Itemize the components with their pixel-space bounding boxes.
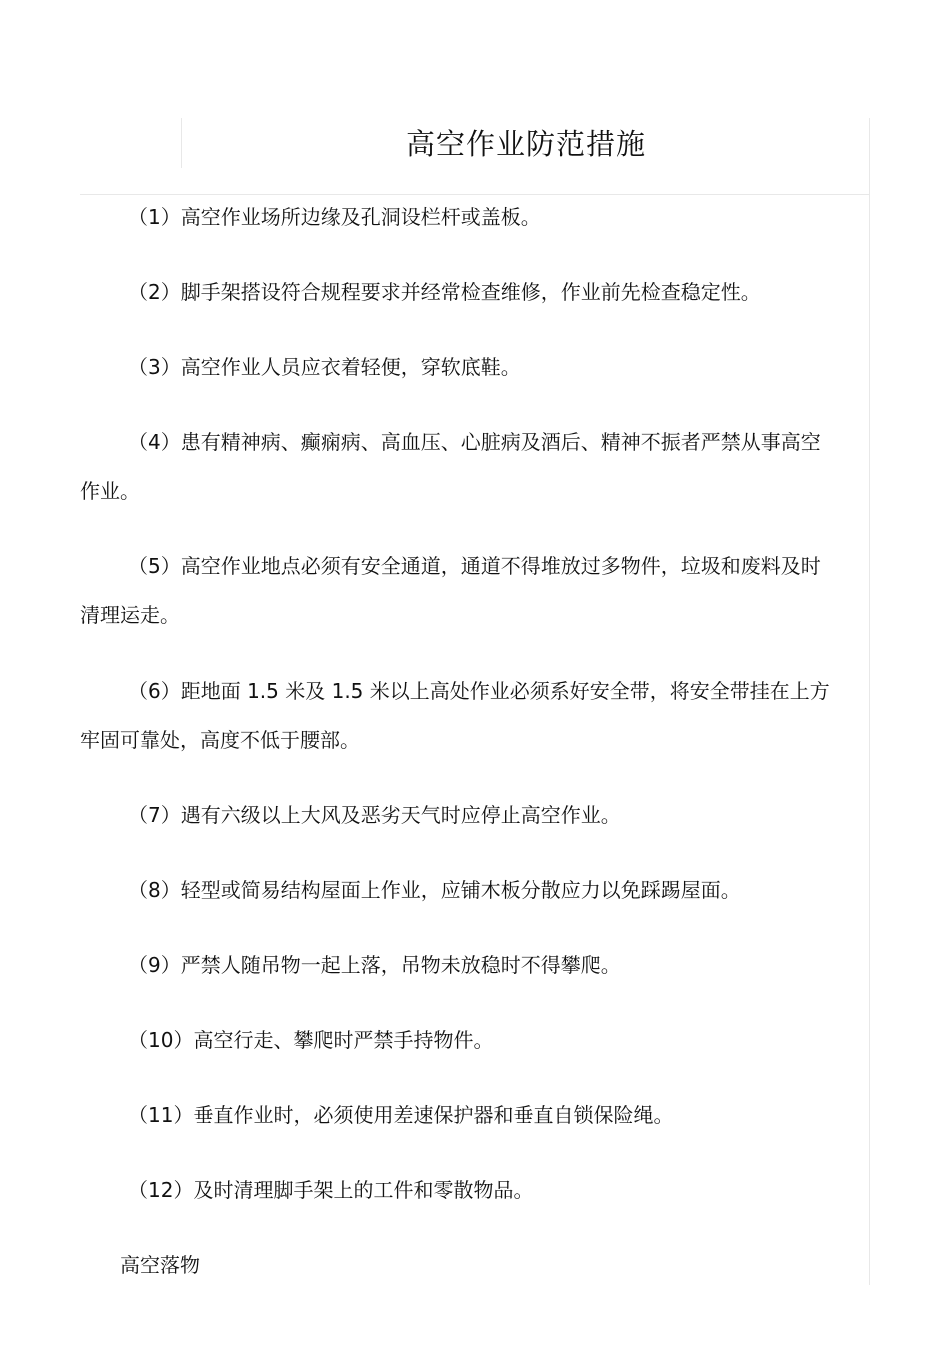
- list-item-5: （5）高空作业地点必须有安全通道，通道不得堆放过多物件，垃圾和废料及时清理运走。: [80, 554, 821, 627]
- list-item-6: （6）距地面 1.5 米及 1.5 米以上高处作业必须系好安全带，将安全带挂在上方牢固可靠处，高度不低于腰部。: [80, 679, 830, 752]
- section-heading: 高空落物: [120, 1253, 200, 1277]
- page-title: 高空作业防范措施: [405, 127, 646, 161]
- list-item-10: （10）高空行走、攀爬时严禁手持物件。: [128, 1028, 494, 1052]
- list-item-7: （7）遇有六级以上大风及恶劣天气时应停止高空作业。: [128, 803, 621, 827]
- list-item-11: （11）垂直作业时，必须使用差速保护器和垂直自锁保险绳。: [128, 1103, 674, 1127]
- list-item-9: （9）严禁人随吊物一起上落，吊物未放稳时不得攀爬。: [128, 953, 621, 977]
- list-item-4: （4）患有精神病、癫痫病、高血压、心脏病及酒后、精神不振者严禁从事高空作业。: [80, 430, 821, 503]
- list-item-12: （12）及时清理脚手架上的工件和零散物品。: [128, 1178, 534, 1202]
- list-item-2: （2）脚手架搭设符合规程要求并经常检查维修，作业前先检查稳定性。: [128, 280, 761, 304]
- list-item-3: （3）高空作业人员应衣着轻便，穿软底鞋。: [128, 355, 521, 379]
- page-right-border: [869, 118, 870, 1285]
- list-item-8: （8）轻型或简易结构屋面上作业，应铺木板分散应力以免踩踢屋面。: [128, 878, 741, 902]
- list-item-1: （1）高空作业场所边缘及孔洞设栏杆或盖板。: [128, 205, 541, 229]
